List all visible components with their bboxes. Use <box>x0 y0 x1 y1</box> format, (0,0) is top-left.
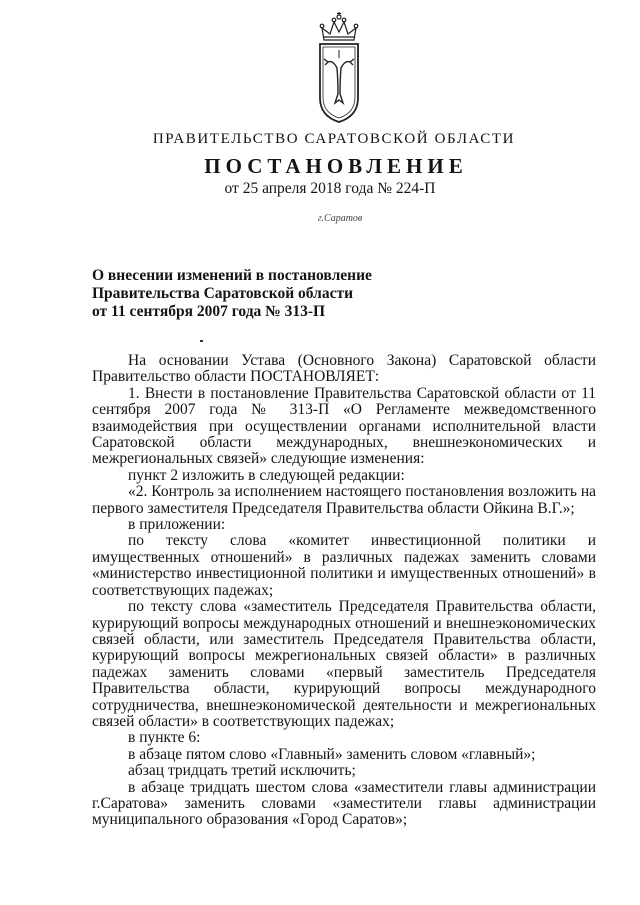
document-body <box>92 353 596 829</box>
body-paragraph: в приложении: <box>128 516 226 534</box>
subject-line: от 11 сентября 2007 года № 313-П <box>92 303 326 320</box>
body-paragraph: «2. Контроль за исполнением настоящего постановления возложить на первого заместителя Председателя Правительства области Ойкина В.Г.»; <box>92 483 596 517</box>
document-date-number: от 25 апреля 2018 года № 224-П <box>224 180 436 197</box>
scan-mark <box>200 340 203 342</box>
organization-title: ПРАВИТЕЛЬСТВО САРАТОВСКОЙ ОБЛАСТИ <box>152 131 516 147</box>
document-subject <box>92 267 412 321</box>
body-paragraph: пункт 2 изложить в следующей редакции: <box>128 466 405 484</box>
subject-line: Правительства Саратовской области <box>92 285 353 302</box>
document-type-heading: ПОСТАНОВЛЕНИЕ <box>204 154 468 178</box>
saratov-coat-of-arms-icon <box>310 10 368 126</box>
body-paragraph: по тексту слова «заместитель Председателя Правительства области, курирующий вопросы международных отношений и внешнеэкономических связей области, или заместитель Председателя Правительства области, курирующий вопросы межрегиональных связей области» в различных падежах заменить словами «первый заместитель Председателя Правительства области, курирующий вопросы международного сотрудничества, внешнеэкономической деятельности и межрегиональных связей области» в соответствующих падежах; <box>92 598 596 730</box>
city-label: г.Саратов <box>317 213 363 224</box>
body-paragraph: по тексту слова «комитет инвестиционной политики и имущественных отношений» в различных падежах заменить словами «министерство инвестиционной политики и имущественных отношений» в соответствующих падежах; <box>92 532 596 599</box>
body-paragraph: в пункте 6: <box>128 729 201 747</box>
body-paragraph: 1. Внести в постановление Правительства Саратовской области от 11 сентября 2007 года № 313-П «О Регламенте межведомственного взаимодействия при осуществлении органами исполнительной власти Саратовской области международных, внешнеэкономических и межрегиональных связей» следующие изменения: <box>92 384 596 468</box>
subject-line: О внесении изменений в постановление <box>92 267 372 284</box>
body-paragraph: в абзаце тридцать шестом слова «заместители главы администрации г.Саратова» заменить словами «заместители главы администрации муниципального образования «Город Саратов»; <box>92 778 596 829</box>
body-paragraph: в абзаце пятом слово «Главный» заменить словом «главный»; <box>128 745 536 763</box>
body-paragraph: На основании Устава (Основного Закона) Саратовской области Правительство области ПОСТАНОВЛЯЕТ: <box>92 352 596 386</box>
body-paragraph: абзац тридцать третий исключить; <box>128 762 356 780</box>
